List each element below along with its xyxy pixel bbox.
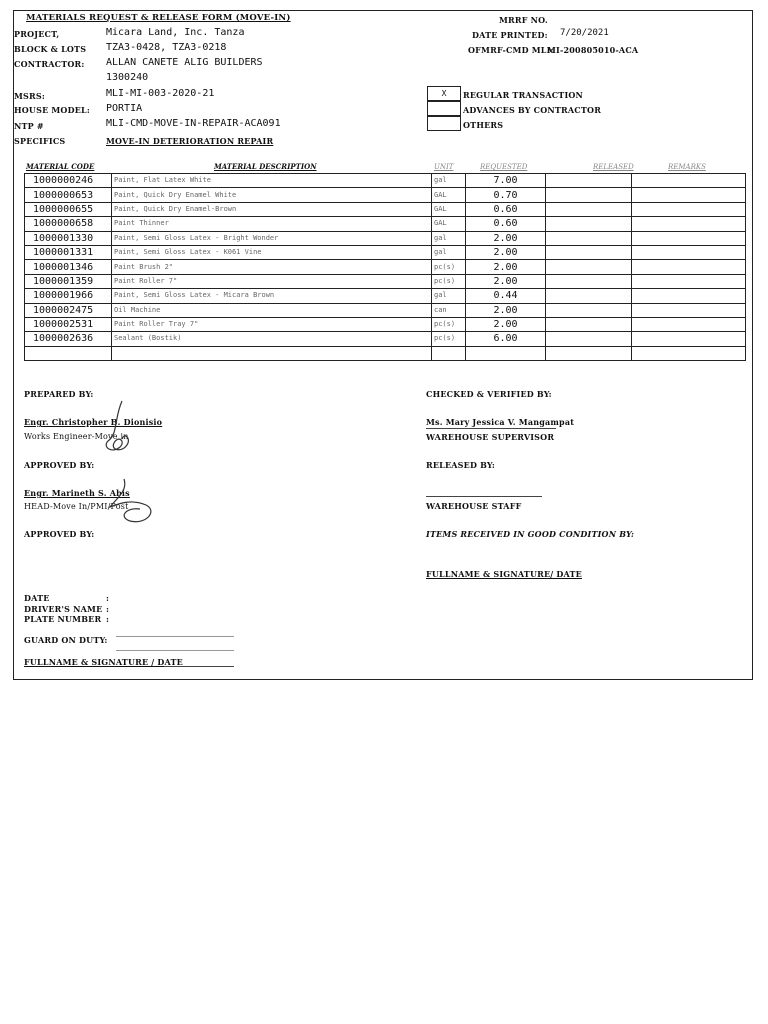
cell-unit: gal [432,245,466,259]
fullname-signature-date-label: FULLNAME & SIGNATURE / DATE [24,657,183,667]
released-by-label: RELEASED BY: [426,460,495,470]
cell-rel [546,332,632,346]
fullname-line [164,666,234,667]
cell-rel [546,317,632,331]
cell-unit: pc(s) [432,332,466,346]
cell-desc: Paint Roller 7" [112,274,432,288]
cell-rel [546,303,632,317]
table-row [25,217,746,231]
form-sheet [13,10,753,680]
cell-code: 1000000246 [25,174,112,188]
cell-code: 1000001359 [25,274,112,288]
cell-rem [632,202,746,216]
cell-code: 1000001330 [25,231,112,245]
cell-unit: GAL [432,217,466,231]
materials-table [24,173,746,361]
cell-unit: GAL [432,202,466,216]
approved-by-name-1: Engr. Marineth S. Abis [24,488,130,498]
project-value: Micara Land, Inc. Tanza [106,27,245,38]
table-row [25,274,746,288]
cell-rem [632,317,746,331]
cell-code: 1000002475 [25,303,112,317]
cell-rel [546,188,632,202]
cell-desc: Oil Machine [112,303,432,317]
cell-req: 0.44 [466,289,546,303]
cell-code: 1000001331 [25,245,112,259]
col-header-released: RELEASED [593,163,634,171]
cell-unit: pc(s) [432,317,466,331]
cell-req: 0.60 [466,217,546,231]
cell-code: 1000002636 [25,332,112,346]
cell-code: 1000000655 [25,202,112,216]
cell-rel [546,289,632,303]
approved-by-label-2: APPROVED BY: [24,529,95,539]
cell-req: 6.00 [466,332,546,346]
table-row [25,231,746,245]
guard-on-duty-label: GUARD ON DUTY: [24,635,108,645]
cell-req: 7.00 [466,174,546,188]
cell-rem [632,231,746,245]
signature-approved [106,477,166,527]
contractor-value: ALLAN CANETE ALIG BUILDERS [106,57,263,68]
col-header-desc: MATERIAL DESCRIPTION [214,162,317,171]
msrs-value: MLI-MI-003-2020-21 [106,88,215,99]
approved-by-title-1: HEAD-Move In/PMI/Post [24,502,129,511]
cell-req: 2.00 [466,231,546,245]
checked-by-name: Ms. Mary Jessica V. Mangampat [426,417,575,427]
released-by-line [426,496,542,497]
project-label: PROJECT, [14,29,60,39]
cell-unit: pc(s) [432,260,466,274]
cell-code: 1000001346 [25,260,112,274]
plate-number-label: PLATE NUMBER [24,614,102,624]
cell-unit: gal [432,231,466,245]
contractor-code: 1300240 [106,72,149,83]
date-printed-value: 7/20/2021 [560,28,609,38]
table-row [25,245,746,259]
received-by-label: ITEMS RECEIVED IN GOOD CONDITION BY: [426,529,635,539]
others-label: OTHERS [463,120,504,130]
cell-desc [112,346,432,360]
cell-rem [632,303,746,317]
cell-desc: Paint Thinner [112,217,432,231]
table-row [25,260,746,274]
cell-desc: Paint, Quick Dry Enamel White [112,188,432,202]
prepared-by-title: Works Engineer-Move in [24,432,129,441]
guard-line-2 [116,650,234,651]
cell-rel [546,231,632,245]
ntp-label: NTP # [14,121,44,131]
cell-desc: Paint Brush 2" [112,260,432,274]
regular-transaction-checkbox[interactable]: X [427,86,461,101]
col-header-unit: UNIT [434,163,454,171]
cell-desc: Paint, Flat Latex White [112,174,432,188]
mrrf-label: MRRF NO. [499,15,548,25]
cell-rem [632,346,746,360]
table-row [25,332,746,346]
cell-rem [632,260,746,274]
cell-rem [632,332,746,346]
cell-code [25,346,112,360]
cell-unit [432,346,466,360]
released-by-title: WAREHOUSE STAFF [426,501,522,511]
cell-code: 1000000653 [25,188,112,202]
cell-desc: Paint, Semi Gloss Latex - Micara Brown [112,289,432,303]
specifics-label: SPECIFICS [14,136,66,146]
msrs-label: MSRS: [14,91,46,101]
house-model-value: PORTIA [106,103,143,114]
date-colon: : [106,593,110,603]
driver-colon: : [106,604,110,614]
cell-rel [546,346,632,360]
cell-desc: Paint, Quick Dry Enamel-Brown [112,202,432,216]
table-row [25,303,746,317]
cell-desc: Paint, Semi Gloss Latex - Bright Wonder [112,231,432,245]
approved-by-label-1: APPROVED BY: [24,460,95,470]
table-row [25,174,746,188]
driver-name-label: DRIVER'S NAME [24,604,103,614]
date-label: DATE [24,593,50,603]
cell-rem [632,274,746,288]
checked-by-label: CHECKED & VERIFIED BY: [426,389,552,399]
cell-req: 2.00 [466,303,546,317]
cell-req: 2.00 [466,317,546,331]
form-title: MATERIALS REQUEST & RELEASE FORM (MOVE-IN) [26,13,291,23]
advances-checkbox[interactable] [427,101,461,116]
cell-rem [632,245,746,259]
cell-rel [546,274,632,288]
cell-rel [546,174,632,188]
cell-desc: Sealant (Bostik) [112,332,432,346]
table-row [25,202,746,216]
cell-req [466,346,546,360]
cell-unit: GAL [432,188,466,202]
table-row-blank [25,346,746,360]
prepared-by-label: PREPARED BY: [24,389,94,399]
date-printed-label: DATE PRINTED: [472,30,548,40]
cell-rel [546,217,632,231]
col-header-code: MATERIAL CODE [26,162,95,171]
cell-rem [632,188,746,202]
cell-unit: gal [432,289,466,303]
col-header-remarks: REMARKS [668,163,706,171]
cell-req: 2.00 [466,260,546,274]
cell-desc: Paint, Semi Gloss Latex - K061 Vine [112,245,432,259]
cell-rem [632,174,746,188]
block-label: BLOCK & LOTS [14,44,87,54]
cell-req: 0.60 [466,202,546,216]
cell-rel [546,202,632,216]
cell-rem [632,289,746,303]
cell-rel [546,260,632,274]
received-by-line: FULLNAME & SIGNATURE/ DATE [426,569,582,579]
plate-colon: : [106,614,110,624]
block-value: TZA3-0428, TZA3-0218 [106,42,227,53]
table-row [25,289,746,303]
table-row [25,188,746,202]
cell-rel [546,245,632,259]
cell-req: 0.70 [466,188,546,202]
cell-code: 1000000658 [25,217,112,231]
table-row [25,317,746,331]
cell-unit: gal [432,174,466,188]
prepared-by-name: Engr. Christopher B. Dionisio [24,417,163,427]
advances-label: ADVANCES BY CONTRACTOR [463,105,602,115]
regular-transaction-label: REGULAR TRANSACTION [463,90,584,100]
house-model-label: HOUSE MODEL: [14,105,91,115]
specifics-value: MOVE-IN DETERIORATION REPAIR [106,136,274,146]
col-header-requested: REQUESTED [480,163,528,171]
others-checkbox[interactable] [427,116,461,131]
signature-prepared [94,399,144,459]
ntp-value: MLI-CMD-MOVE-IN-REPAIR-ACA091 [106,118,281,129]
cell-code: 1000002531 [25,317,112,331]
ofmrf-label: OFMRF-CMD MLI: [468,45,554,55]
cell-req: 2.00 [466,274,546,288]
cell-req: 2.00 [466,245,546,259]
cell-desc: Paint Roller Tray 7" [112,317,432,331]
checked-by-line [426,428,556,429]
contractor-label: CONTRACTOR: [14,59,85,69]
checked-by-title: WAREHOUSE SUPERVISOR [426,432,555,442]
guard-line-1 [116,636,234,637]
cell-rem [632,217,746,231]
cell-unit: can [432,303,466,317]
cell-code: 1000001966 [25,289,112,303]
cell-unit: pc(s) [432,274,466,288]
ofmrf-value: MI-200805010-ACA [547,45,639,55]
